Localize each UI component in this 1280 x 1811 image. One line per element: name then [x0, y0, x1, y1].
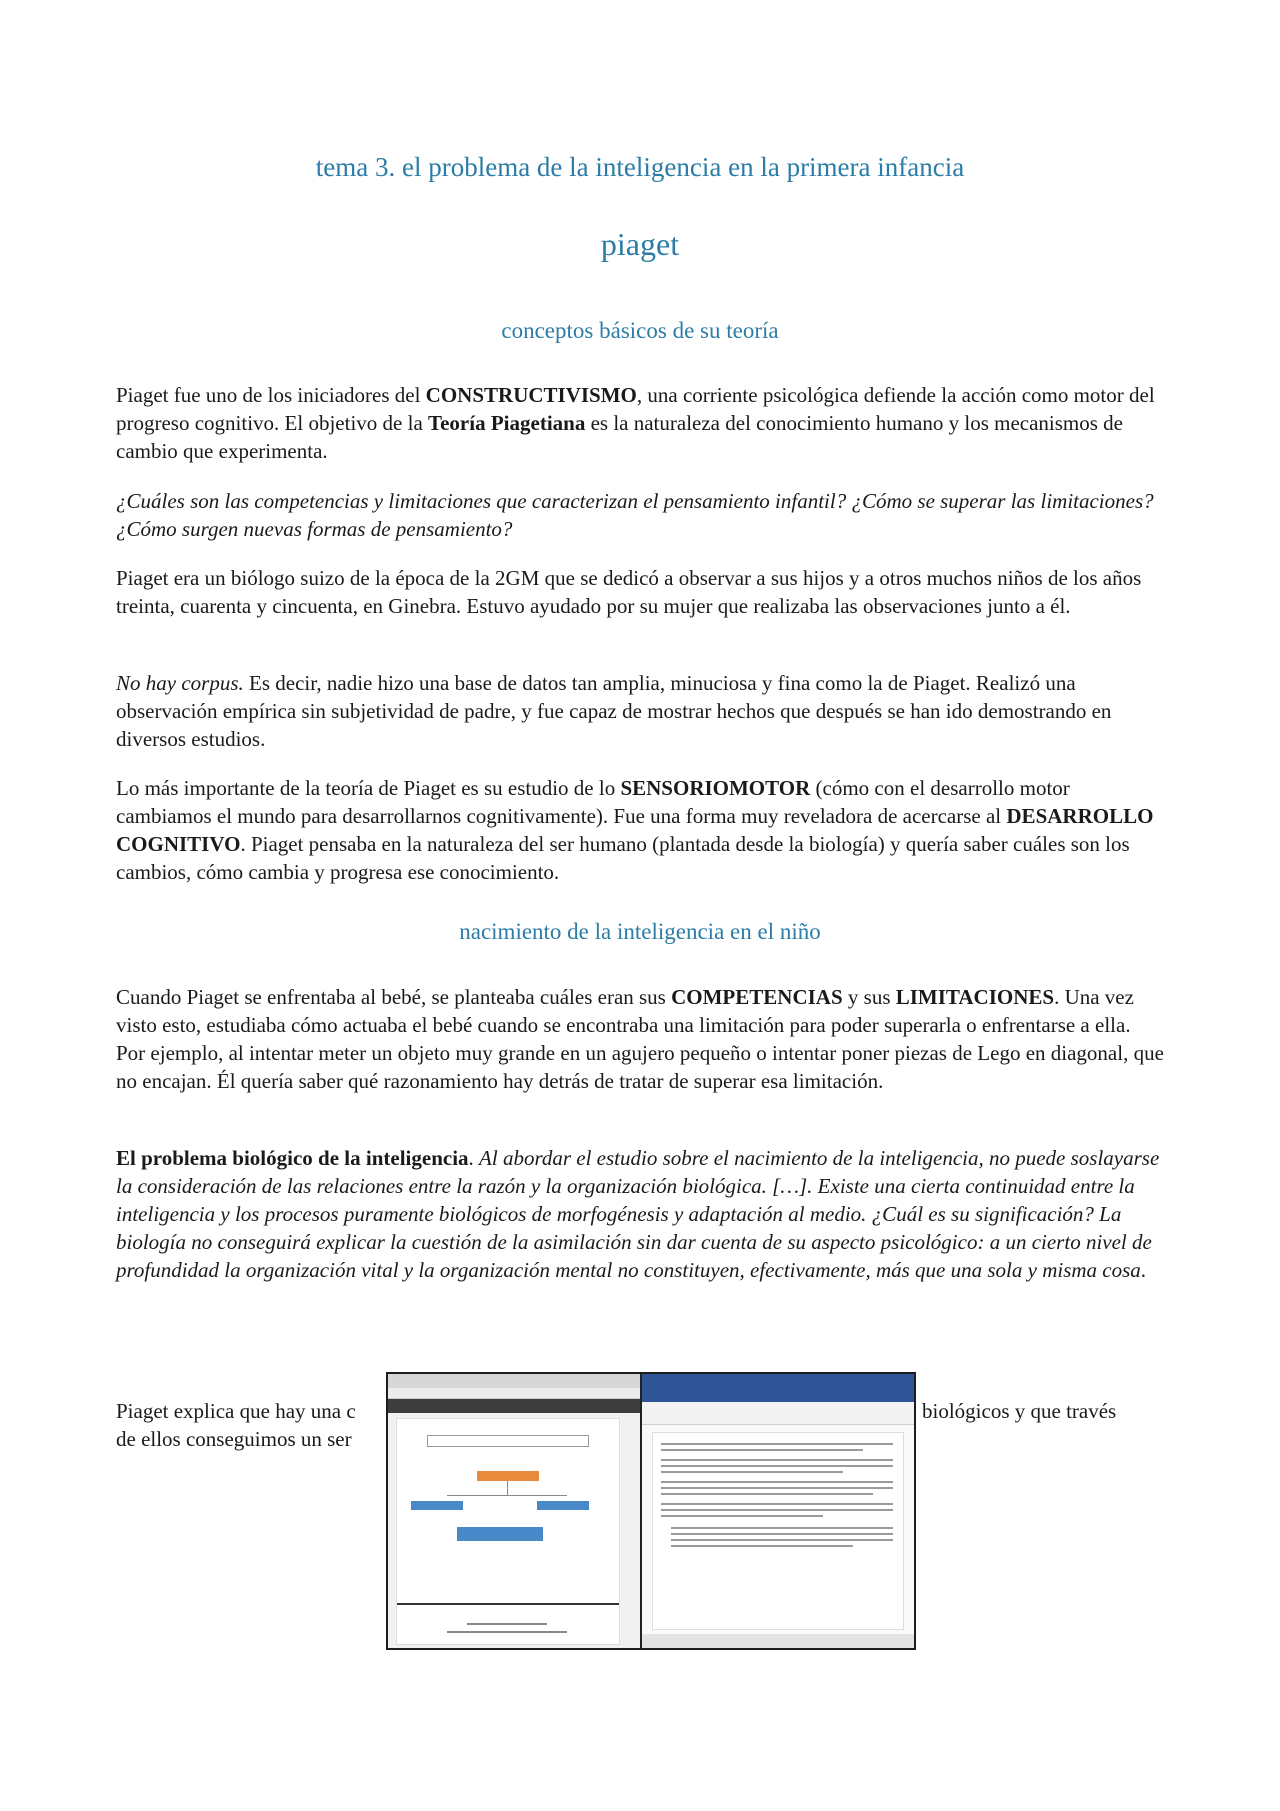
doc-text-line	[661, 1459, 893, 1461]
doc-text-line	[661, 1471, 843, 1473]
browser-window-screenshot	[388, 1374, 642, 1648]
word-title-bar	[642, 1374, 914, 1402]
doc-text-line	[661, 1481, 893, 1483]
doc-text-line	[671, 1533, 893, 1535]
paragraph-competencias: Cuando Piaget se enfrentaba al bebé, se planteaba cuáles eran sus COMPETENCIAS y sus LIMITACIONES. Una vez visto esto, estudiaba cómo actuaba el bebé cuando se encontraba una limitación para poder superarla o enfrentarse a ella. Por ejemplo, al intentar meter un objeto muy grande en un agujero pequeño o intentar poner piezas de Lego en diagonal, que no encajan. Él quería saber qué razonamiento hay detrás de tratar de superar esa limitación.	[116, 985, 1164, 1093]
paragraph-constructivismo: Piaget fue uno de los iniciadores del CONSTRUCTIVISMO, una corriente psicológica defiende la acción como motor del progreso cognitivo. El objetivo de la Teoría Piagetiana es la naturaleza del conocimiento humano y los mecanismos de cambio que experimenta.	[116, 383, 1155, 463]
doc-text-line	[661, 1503, 893, 1505]
doc-text-line	[671, 1545, 853, 1547]
diagram-blue-node-left	[411, 1501, 463, 1510]
doc-text-line	[661, 1449, 863, 1451]
word-status-bar	[642, 1634, 914, 1648]
doc-text-line	[661, 1509, 893, 1511]
diagram-title-box	[427, 1435, 589, 1447]
doc-text-line	[661, 1493, 873, 1495]
word-document-page	[652, 1432, 904, 1630]
document-title: tema 3. el problema de la inteligencia en la primera infancia	[315, 152, 965, 182]
paragraph-corpus: No hay corpus. Es decir, nadie hizo una base de datos tan amplia, minuciosa y fina como la de Piaget. Realizó una observación empírica sin subjetividad de padre, y fue capaz de mostrar hechos que después se han ido demostrando en diversos estudios.	[116, 671, 1112, 751]
doc-text-line	[661, 1487, 893, 1489]
paragraph-biologo: Piaget era un biólogo suizo de la época de la 2GM que se dedicó a observar a sus hijos y a otros muchos niños de los años treinta, cuarenta y cincuenta, en Ginebra. Estuvo ayudado por su mujer que realizaba las observaciones junto a él.	[116, 566, 1142, 618]
screenshot-figure	[386, 1372, 916, 1650]
paragraph-explica-left: Piaget explica que hay una c de ellos conseguimos un ser	[116, 1399, 356, 1451]
section-heading-conceptos: conceptos básicos de su teoría	[501, 318, 779, 343]
section-heading-nacimiento: nacimiento de la inteligencia en el niño	[459, 919, 821, 944]
page-divider	[397, 1603, 619, 1605]
document-subtitle: piaget	[600, 226, 680, 262]
page-text-line	[447, 1631, 567, 1633]
pdf-page-diagram	[396, 1418, 620, 1645]
paragraph-explica-right: biológicos y que través	[922, 1399, 1117, 1423]
doc-text-line	[671, 1539, 893, 1541]
doc-text-line	[661, 1465, 893, 1467]
page-text-line	[467, 1623, 547, 1625]
diagram-connector	[447, 1495, 567, 1496]
diagram-blue-node-right	[537, 1501, 589, 1510]
diagram-blue-node-bottom	[457, 1527, 543, 1541]
pdf-viewer-toolbar	[388, 1399, 640, 1413]
browser-address-bar	[388, 1388, 640, 1399]
paragraph-sensoriomotor: Lo más importante de la teoría de Piaget es su estudio de lo SENSORIOMOTOR (cómo con el desarrollo motor cambiamos el mundo para desarrollarnos cognitivamente). Fue una forma muy reveladora de acercarse al DESARROLLO COGNITIVO. Piaget pensaba en la naturaleza del ser humano (plantada desde la biología) y quería saber cuáles son los cambios, cómo cambia y progresa ese conocimiento.	[116, 776, 1154, 884]
diagram-orange-node	[477, 1471, 539, 1481]
word-ribbon	[642, 1402, 914, 1425]
paragraph-problema-biologico: El problema biológico de la inteligencia. Al abordar el estudio sobre el nacimiento de la inteligencia, no puede soslayarse la consideración de las relaciones entre la razón y la organización biológica. […]. Existe una cierta continuidad entre la inteligencia y los procesos puramente biológicos de morfogénesis y adaptación al medio. ¿Cuál es su significación? La biología no conseguirá explicar la cuestión de la asimilación sin dar cuenta de su aspecto psicológico: a un cierto nivel de profundidad la organización vital y la organización mental no constituyen, efectivamente, más que una sola y misma cosa.	[116, 1146, 1160, 1282]
doc-text-line	[661, 1515, 823, 1517]
diagram-connector	[507, 1481, 508, 1495]
browser-tabs	[388, 1374, 640, 1388]
paragraph-questions: ¿Cuáles son las competencias y limitaciones que caracterizan el pensamiento infantil? ¿Cómo se superar las limitaciones? ¿Cómo surgen nuevas formas de pensamiento?	[116, 489, 1154, 541]
doc-text-line	[661, 1443, 893, 1445]
word-window-screenshot	[642, 1374, 914, 1648]
doc-text-line	[671, 1527, 893, 1529]
